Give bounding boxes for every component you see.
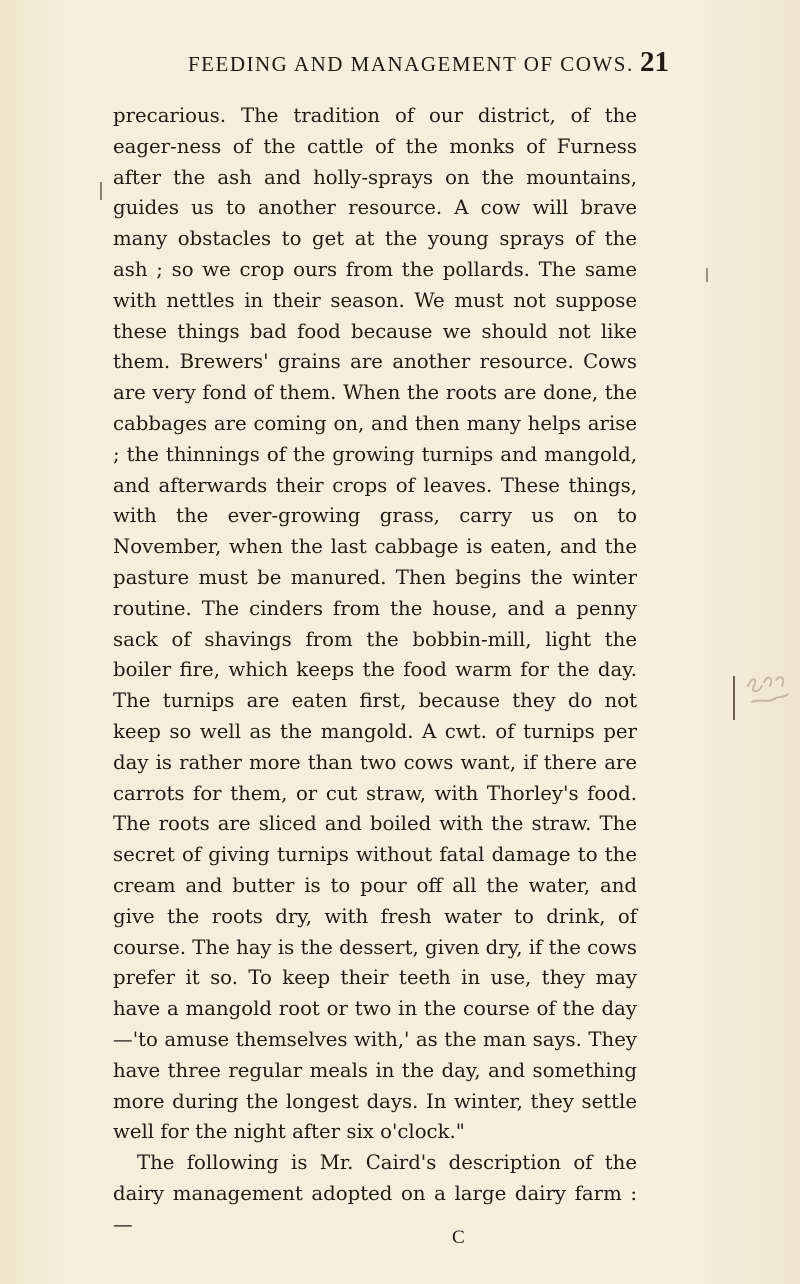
paragraph: precarious. The tradition of our district, of the eager-ness of the cattle of the monks of Furness after the ash and holly-sprays on the mountains, guides us to another resource. A cow will brave many obstacles to get at the young sprays of the ash ; so we crop ours from the pollards. The same with nettles in their season. We must not suppose these things bad food because we should not like them. Brewers' grains are another resource. Cows are very fond of them. When the roots are done, the cabbages are coming on, and then many helps arise ; the thinnings of the growing turnips and mangold, and afterwards their crops of leaves. These things, with the ever-growing grass, carry us on to November, when the last cabbage is eaten, and the pasture must be manured. Then begins the winter routine. The cinders from the house, and a penny sack of shavings from the bobbin-mill, light the boiler fire, which keeps the food warm for the day. The turnips are eaten first, because they do not keep so well as the mangold. A cwt. of turnips per day is rather more than two cows want, if there are carrots for them, or cut straw, with Thorley's food. The roots are sliced and boiled with the straw. The secret of giving turnips without fatal damage to the cream and butter is to pour off all the water, and give the roots dry, with fresh water to drink, of course. The hay is the dessert, given dry, if the cows prefer it so. To keep their teeth in use, they may have a mangold root or two in the course of the day—'to amuse themselves with,' as the man says. They have three regular meals in the day, and something more during the longest days. In winter, they settle well for the night after six o'clock." — [113, 104, 637, 1144]
signature-mark: C — [452, 1227, 465, 1248]
body-text — [113, 101, 637, 1240]
margin-tick — [100, 182, 102, 200]
handwritten-margin-scribble — [742, 668, 792, 718]
paragraph: The following is Mr. Caird's description of the dairy management adopted on a large dairy farm :— — [113, 1151, 637, 1236]
margin-tick — [706, 268, 708, 282]
page-header — [0, 46, 800, 86]
margin-bracket — [733, 676, 735, 720]
page-number: 21 — [640, 46, 669, 78]
running-head: FEEDING AND MANAGEMENT OF COWS. — [188, 52, 634, 76]
